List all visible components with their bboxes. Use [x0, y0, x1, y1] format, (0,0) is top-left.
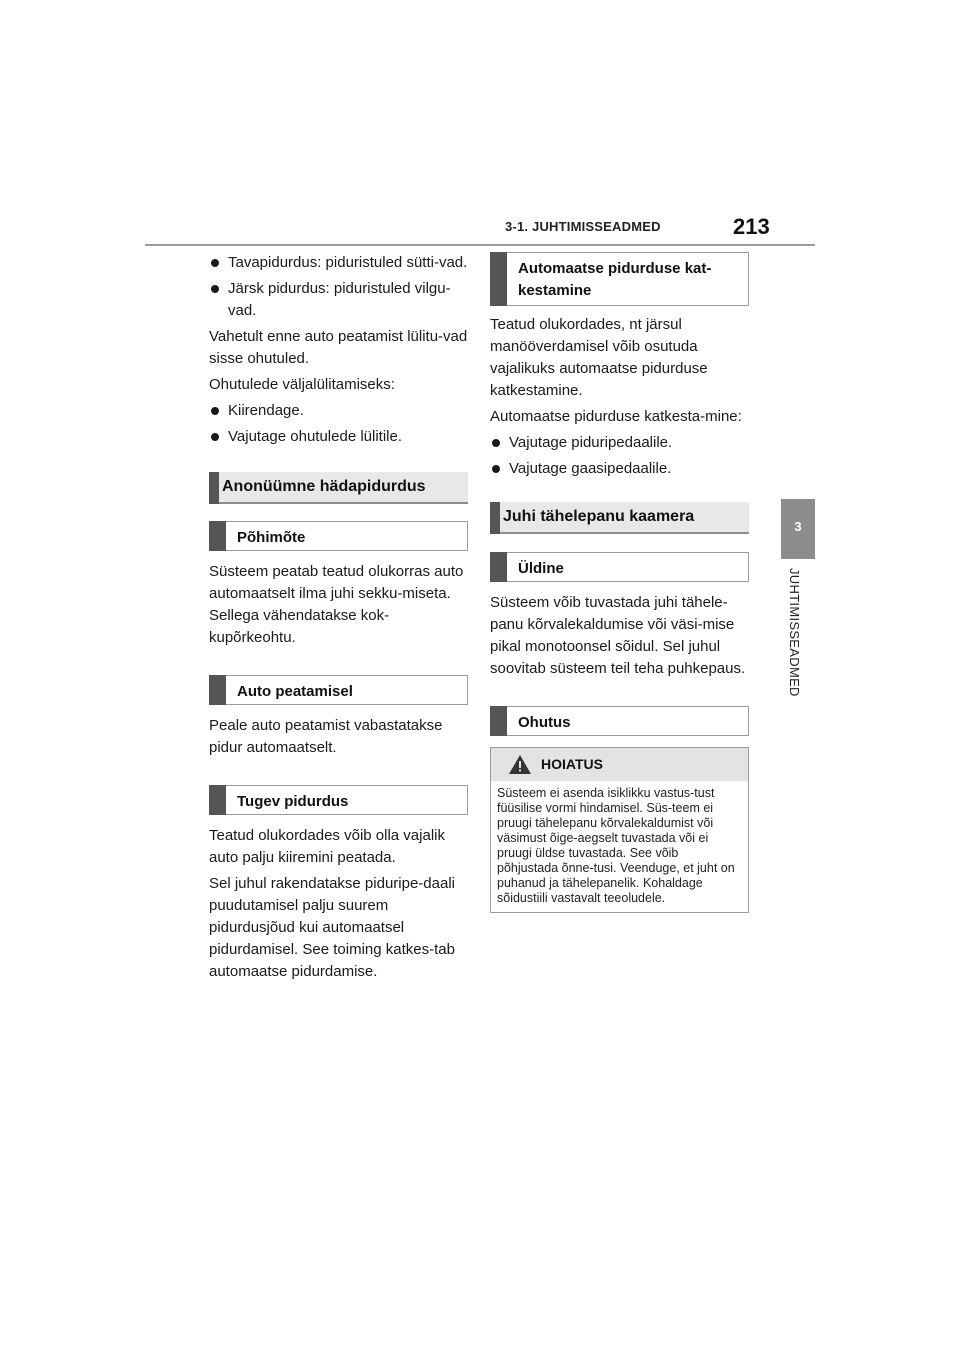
warning-box [490, 747, 749, 913]
warning-title: HOIATUS [541, 756, 603, 772]
subheading-bar [490, 252, 507, 306]
paragraph: Süsteem võib tuvastada juhi tähele-panu kõrvalekaldumise või väsi-mise pikal monotoonsel sõidul. Sel juhul soovitab süsteem teil teha puhkepaus. [490, 594, 746, 677]
paragraph: Ohutulede väljalülitamiseks: [209, 376, 395, 393]
bullet-item: Tavapidurdus: piduristuled sütti-vad. [209, 252, 471, 274]
subheading-bar [490, 552, 507, 582]
page-number: 213 [733, 214, 770, 239]
bullet-item: Vajutage gaasipedaalile. [490, 458, 752, 480]
bullet-item: Järsk pidurdus: piduristuled vilgu-vad. [209, 278, 471, 322]
chapter-tab [781, 499, 815, 559]
warning-body: Süsteem ei asenda isiklikku vastus-tust füüsilise vormi hindamisel. Süs-teem ei pruugi tähelepanu kõrvalekaldumist või väsimust õige-aegselt tuvastada või ei pruugi üldse tuvastada. See võib põhjustada õnne-tusi. Veenduge, et juht on puhanud ja tähelepanelik. Kohaldage sõidustiili vastavalt teeoludele. [497, 786, 735, 905]
chapter-label: JUHTIMISSEADMED [787, 568, 802, 697]
header-rule [145, 244, 815, 246]
subheading-bar [209, 521, 226, 551]
section-heading-bar [490, 502, 500, 534]
header-section-title: 3-1. JUHTIMISSEADMED [505, 219, 661, 234]
paragraph: Automaatse pidurduse katkesta-mine: [490, 408, 742, 425]
subheading-text: Auto peatamisel [237, 683, 353, 700]
subheading-text: Automaatse pidurduse kat-kestamine [518, 260, 712, 299]
bullet-item: Vajutage piduripedaalile. [490, 432, 752, 454]
chapter-number: 3 [794, 519, 802, 534]
right-column [490, 252, 752, 913]
section-heading-text: Juhi tähelepanu kaamera [503, 508, 695, 525]
subheading-box [490, 252, 749, 306]
subheading-box [209, 675, 468, 705]
subheading-box [490, 706, 749, 736]
subheading-text: Tugev pidurdus [237, 793, 349, 810]
paragraph: Teatud olukordades võib olla vajalik auto palju kiiremini peatada. [209, 827, 445, 866]
paragraph: Sel juhul rakendatakse piduripe-daali puudutamisel palju suurem pidurdusjõud kui automaatsel pidurdamisel. See toiming katkes-tab automaatse pidurdamise. [209, 875, 455, 980]
section-heading [490, 502, 749, 534]
paragraph: Teatud olukordades, nt järsul manööverdamisel võib osutuda vajalikuks automaatse pidurduse katkestamine. [490, 316, 708, 399]
paragraph: Süsteem peatab teatud olukorras auto automaatselt ilma juhi sekku-miseta. Sellega vähendatakse kok-kupõrkeohtu. [209, 563, 464, 646]
section-heading-text: Anonüümne hädapidurdus [222, 478, 426, 495]
paragraph: Peale auto peatamist vabastatakse pidur automaatselt. [209, 717, 443, 756]
left-column [209, 252, 471, 983]
subheading-text: Üldine [518, 560, 564, 577]
paragraph: Vahetult enne auto peatamist lülitu-vad sisse ohutuled. [209, 328, 468, 367]
warning-header [491, 748, 748, 781]
bullet-item: Kiirendage. [209, 400, 471, 422]
bullet-item: Vajutage ohutulede lülitile. [209, 426, 471, 448]
section-heading [209, 472, 468, 504]
section-heading-bar [209, 472, 219, 504]
subheading-box [209, 785, 468, 815]
subheading-bar [490, 706, 507, 736]
warning-triangle-icon [508, 754, 532, 780]
subheading-box [490, 552, 749, 582]
subheading-text: Põhimõte [237, 529, 306, 546]
subheading-bar [209, 785, 226, 815]
subheading-box [209, 521, 468, 551]
subheading-text: Ohutus [518, 714, 571, 731]
subheading-bar [209, 675, 226, 705]
